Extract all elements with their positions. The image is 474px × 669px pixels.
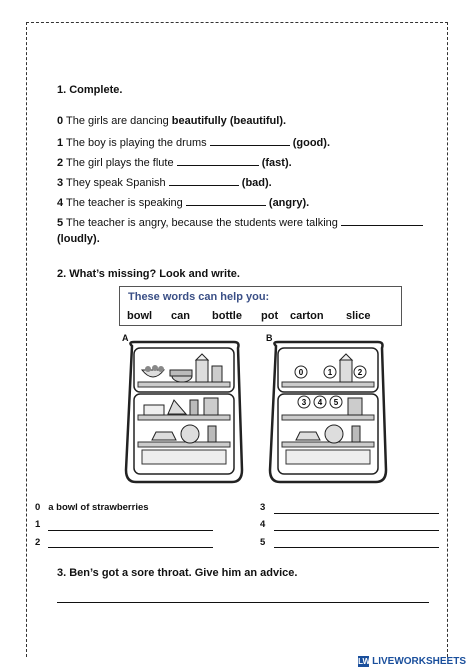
answer-1-num: 1 bbox=[35, 519, 41, 530]
ex1-item-5: 5 The teacher is angry, because the students were talking bbox=[57, 215, 423, 229]
answer-4-line[interactable] bbox=[274, 530, 439, 531]
word-bank-word: can bbox=[171, 310, 190, 322]
answer-blank-4[interactable] bbox=[186, 195, 266, 206]
answer-blank-2[interactable] bbox=[177, 155, 259, 166]
answer-0: 0 a bowl of strawberries bbox=[35, 502, 149, 513]
word-bank-word: carton bbox=[290, 310, 324, 322]
ex1-item-2: 2 The girl plays the flute (fast). bbox=[57, 157, 292, 169]
footer-brand-text: LIVEWORKSHEETS bbox=[372, 656, 466, 667]
ex3-title: 3. Ben’s got a sore throat. Give him an advice. bbox=[57, 567, 298, 579]
footer-brand bbox=[358, 656, 466, 667]
answer-4-num: 4 bbox=[260, 519, 266, 530]
fridge-a-illustration bbox=[124, 340, 244, 486]
fridge-b-illustration bbox=[268, 340, 388, 486]
ex3-answer-line[interactable] bbox=[57, 602, 429, 603]
marker-5: 5 bbox=[333, 398, 339, 407]
word-bank-word: pot bbox=[261, 310, 279, 322]
answer-5-line[interactable] bbox=[274, 547, 439, 548]
ex1-item-5-hint: (loudly). bbox=[57, 233, 100, 245]
ex1-item-1: 1 The boy is playing the drums (good). bbox=[57, 137, 330, 149]
ex1-item-3: 3 They speak Spanish (bad). bbox=[57, 177, 272, 189]
fridge-b-label: B bbox=[266, 333, 273, 343]
answer-3-line[interactable] bbox=[274, 513, 439, 514]
ex1-title: 1. Complete. bbox=[57, 84, 123, 96]
answer-blank-5[interactable] bbox=[341, 215, 423, 226]
liveworksheets-logo-icon: LW bbox=[358, 657, 371, 666]
answer-2-num: 2 bbox=[35, 537, 41, 548]
ex2-title: 2. What’s missing? Look and write. bbox=[57, 268, 240, 280]
answer-5-num: 5 bbox=[260, 537, 266, 548]
answer-blank-3[interactable] bbox=[169, 175, 239, 186]
word-bank-word: slice bbox=[346, 310, 371, 322]
word-bank-word: bowl bbox=[127, 310, 153, 322]
ex1-item-4: 4 The teacher is speaking (angry). bbox=[57, 197, 310, 209]
answer-blank-1[interactable] bbox=[210, 135, 290, 146]
word-bank-word: bottle bbox=[212, 310, 242, 322]
answer-3-num: 3 bbox=[260, 502, 266, 513]
ex1-item-0: 0 The girls are dancing beautifully (beautiful). bbox=[57, 115, 287, 127]
marker-0: 0 bbox=[298, 368, 304, 377]
marker-2: 2 bbox=[357, 368, 363, 377]
word-bank-box bbox=[119, 286, 402, 326]
answer-1-line[interactable] bbox=[48, 530, 213, 531]
word-bank-title: These words can help you: bbox=[128, 291, 270, 303]
marker-1: 1 bbox=[327, 368, 333, 377]
marker-4: 4 bbox=[317, 398, 323, 407]
marker-3: 3 bbox=[301, 398, 307, 407]
answer-2-line[interactable] bbox=[48, 547, 213, 548]
fridge-a-label: A bbox=[122, 333, 129, 343]
